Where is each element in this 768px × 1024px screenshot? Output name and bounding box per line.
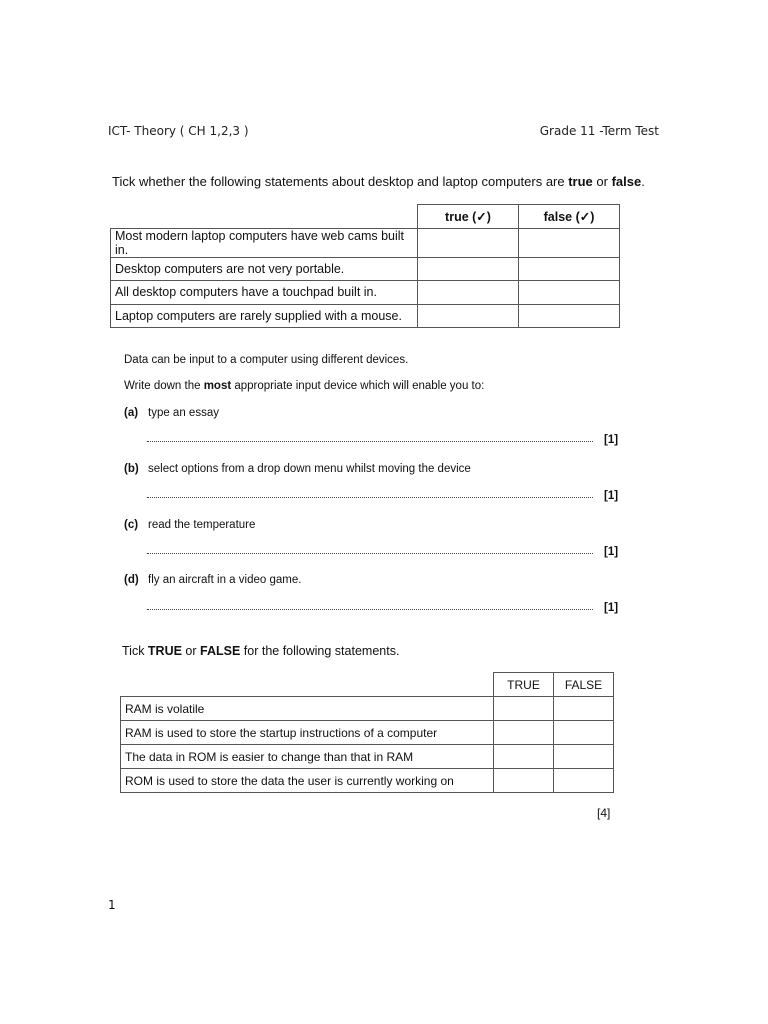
q3-false-cell[interactable] — [554, 745, 614, 769]
q3-mark: [4] — [597, 806, 611, 820]
q1-false-cell[interactable] — [519, 257, 620, 281]
q3-true-cell[interactable] — [494, 721, 554, 745]
q3-blank-corner — [121, 673, 494, 697]
header-left-title: ICT- Theory ( CH 1,2,3 ) — [108, 124, 249, 138]
part-text: read the temperature — [148, 519, 256, 531]
q2-intro: Data can be input to a computer using different devices. — [124, 354, 409, 366]
header-right-title: Grade 11 -Term Test — [539, 124, 659, 138]
q3-statement: RAM is used to store the startup instructions of a computer — [121, 721, 494, 745]
answer-line-b[interactable] — [147, 497, 593, 498]
q1-false-cell[interactable] — [519, 281, 620, 305]
answer-line-c[interactable] — [147, 553, 593, 554]
q1-statement: Laptop computers are rarely supplied with a mouse. — [111, 304, 418, 328]
answer-line-a[interactable] — [147, 441, 593, 442]
part-label: (a) — [124, 407, 139, 419]
q3-table — [120, 672, 614, 793]
table-row — [121, 745, 614, 769]
q2-part-b — [124, 463, 471, 475]
q3-true-cell[interactable] — [494, 769, 554, 793]
q1-instruction: Tick whether the following statements about desktop and laptop computers are true or false. — [112, 174, 645, 189]
q2-part-a — [124, 407, 219, 419]
q1-false-cell[interactable] — [519, 228, 620, 257]
page-number: 1 — [108, 898, 116, 912]
part-label: (b) — [124, 463, 139, 475]
q1-table — [110, 204, 620, 328]
table-row — [121, 769, 614, 793]
table-row — [111, 304, 620, 328]
q3-false-cell[interactable] — [554, 697, 614, 721]
mark-b: [1] — [604, 490, 619, 502]
q1-true-cell[interactable] — [418, 257, 519, 281]
q3-instruction: Tick TRUE or FALSE for the following statements. — [122, 644, 400, 658]
q1-false-cell[interactable] — [519, 304, 620, 328]
part-text: select options from a drop down menu whilst moving the device — [148, 463, 471, 475]
q1-true-cell[interactable] — [418, 304, 519, 328]
q1-header-row — [111, 205, 620, 229]
table-row — [121, 721, 614, 745]
q3-true-cell[interactable] — [494, 697, 554, 721]
table-row — [111, 228, 620, 257]
mark-a: [1] — [604, 434, 619, 446]
part-text: fly an aircraft in a video game. — [148, 574, 302, 586]
q1-col-true: true (✓) — [418, 205, 519, 229]
q1-col-false: false (✓) — [519, 205, 620, 229]
answer-line-d[interactable] — [147, 609, 593, 610]
table-row — [111, 281, 620, 305]
q3-header-row — [121, 673, 614, 697]
q3-true-cell[interactable] — [494, 745, 554, 769]
q1-true-cell[interactable] — [418, 281, 519, 305]
q1-true-cell[interactable] — [418, 228, 519, 257]
q1-statement: Most modern laptop computers have web cams built in. — [111, 228, 418, 257]
q3-false-cell[interactable] — [554, 721, 614, 745]
q3-col-true: TRUE — [494, 673, 554, 697]
q2-instruction: Write down the most appropriate input device which will enable you to: — [124, 380, 485, 392]
table-row — [121, 697, 614, 721]
part-text: type an essay — [148, 407, 219, 419]
q3-statement: The data in ROM is easier to change than that in RAM — [121, 745, 494, 769]
q3-statement: ROM is used to store the data the user is currently working on — [121, 769, 494, 793]
table-row — [111, 257, 620, 281]
mark-c: [1] — [604, 546, 619, 558]
q1-statement: All desktop computers have a touchpad built in. — [111, 281, 418, 305]
part-label: (d) — [124, 574, 139, 586]
part-label: (c) — [124, 519, 139, 531]
q2-part-c — [124, 519, 255, 531]
q1-statement: Desktop computers are not very portable. — [111, 257, 418, 281]
q3-statement: RAM is volatile — [121, 697, 494, 721]
q1-blank-corner — [111, 205, 418, 229]
q3-false-cell[interactable] — [554, 769, 614, 793]
q2-part-d — [124, 574, 301, 586]
mark-d: [1] — [604, 602, 619, 614]
q3-col-false: FALSE — [554, 673, 614, 697]
